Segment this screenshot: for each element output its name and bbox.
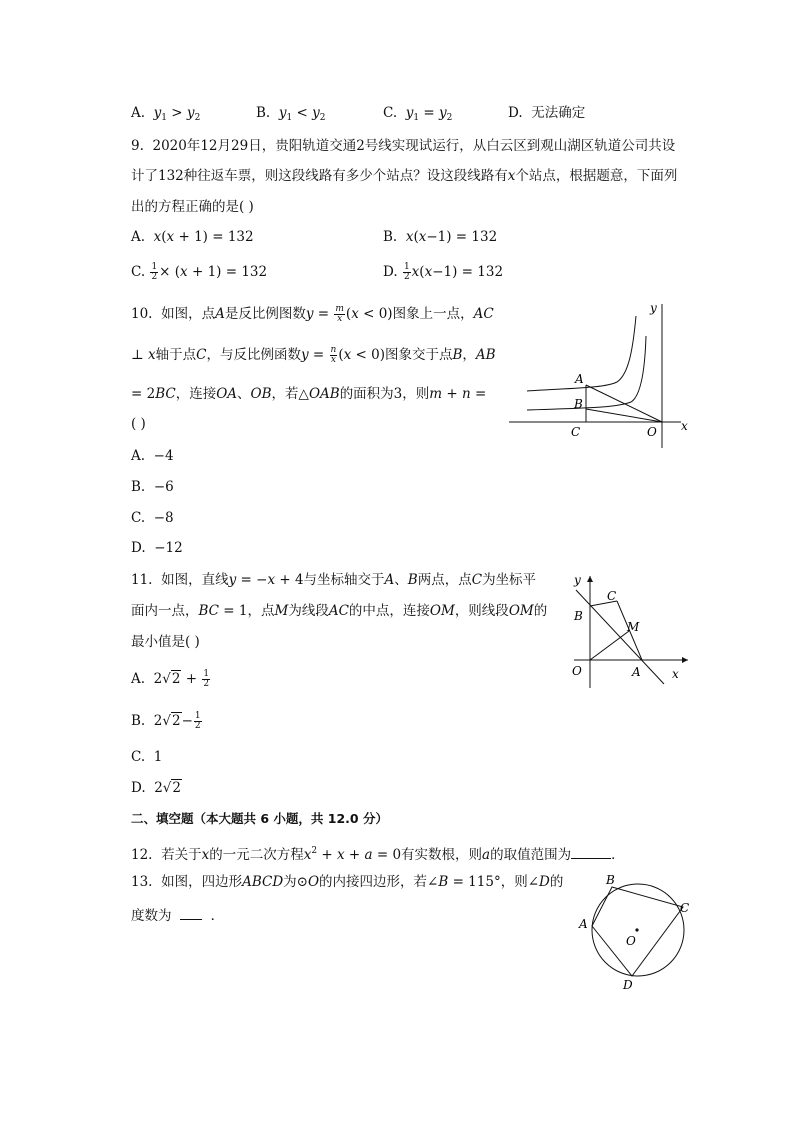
q11-figure xyxy=(560,570,700,688)
q8-option-b: B. $y_1 < y_2$ xyxy=(256,105,326,123)
label-y: y xyxy=(650,301,657,315)
q11-option-c: C. 1 xyxy=(131,749,163,765)
q8-option-a: A. $y_1 > y_2$ xyxy=(131,105,201,123)
q10-option-c: C. −8 xyxy=(131,510,174,526)
center-dot xyxy=(635,928,638,931)
segment-om xyxy=(590,631,629,660)
line-ab xyxy=(576,590,664,684)
q13-line-2: 度数为 ． xyxy=(131,905,224,926)
q11-option-d: D. 2√2 xyxy=(131,780,182,796)
answer-blank[interactable] xyxy=(571,844,611,859)
q9-line-2: 计了132种往返车票，则这段线路有多少个站点？设这段线路有x个站点，根据题意，下面列 xyxy=(131,168,678,184)
q8-option-d: D. 无法确定 xyxy=(508,105,586,121)
label-a: A xyxy=(579,917,588,931)
label-x: x xyxy=(672,667,679,681)
fraction: $\frac{1}{2}$ xyxy=(151,262,158,282)
label-c: C xyxy=(571,425,581,439)
q8-option-c: C. $y_1 = y_2$ xyxy=(383,105,453,123)
q9-option-c: C. $\frac{1}{2}$ × (x + 1) = 132 xyxy=(131,262,268,282)
q9-option-b: B. x(x−1) = 132 xyxy=(383,229,498,245)
fraction: $\frac{1}{2}$ xyxy=(403,262,410,282)
q11-line-3: 最小值是( ) xyxy=(131,634,200,650)
q9-option-d: D. $\frac{1}{2}$ x(x−1) = 132 xyxy=(383,262,504,282)
section-heading: 二、填空题（本大题共 6 小题，共 12.0 分） xyxy=(131,811,388,826)
q9-option-a: A. x(x + 1) = 132 xyxy=(131,229,254,245)
label-b: B xyxy=(574,397,583,411)
q10-line-4: ( ) xyxy=(131,416,146,432)
q10-figure xyxy=(505,298,705,450)
label-a: A xyxy=(632,665,641,679)
q10-line-1: 10. 如图，点A是反比例图数y = $\frac{m}{x}$ (x < 0)图象上一点，AC xyxy=(131,304,494,324)
q11-line-1: 11. 如图，直线y = −x + 4与坐标轴交于A、B两点，点C为坐标平 xyxy=(131,572,537,588)
answer-blank[interactable] xyxy=(180,905,202,920)
q12-line: 12. 若关于x的一元二次方程$x^2 + x + a = 0$有实数根，则a的取值范围为 ． xyxy=(131,846,625,863)
q10-option-b: B. −6 xyxy=(131,479,174,495)
q10-line-3: = 2BC，连接OA、OB，若△OAB的面积为3，则m + n = xyxy=(131,386,487,402)
label-o: O xyxy=(572,664,582,678)
q9-line-3: 出的方程正确的是( ) xyxy=(131,199,254,215)
label-o: O xyxy=(626,934,636,948)
q10-option-d: D. −12 xyxy=(131,540,183,556)
label-b: B xyxy=(574,609,583,623)
label-o: O xyxy=(647,425,657,439)
label-b: B xyxy=(606,873,615,887)
q9-line-1: 9. 2020年12月29日，贵阳轨道交通2号线实现试运行，从白云区到观山湖区轨道公司共设 xyxy=(131,138,676,154)
q11-option-b: B. 2√2− $\frac{1}{2}$ xyxy=(131,711,201,731)
label-y: y xyxy=(574,573,581,587)
label-m: M xyxy=(627,620,640,634)
label-d: D xyxy=(623,978,633,992)
q10-option-a: A. −4 xyxy=(131,448,174,464)
q10-line-2: ⊥ x轴于点C，与反比例函数y = $\frac{n}{x}$ (x < 0)图象交于点B，AB xyxy=(131,345,496,365)
segment-oa xyxy=(586,385,662,422)
label-a: A xyxy=(575,372,584,386)
q13-line-1: 13. 如图，四边形ABCD为⊙O的内接四边形，若∠B = 115°，则∠D的 xyxy=(131,874,564,890)
q11-option-a: A. 2√2 + $\frac{1}{2}$ xyxy=(131,669,210,689)
label-c: C xyxy=(607,589,617,603)
label-x: x xyxy=(681,419,688,433)
label-c: C xyxy=(680,901,690,915)
q13-figure xyxy=(574,872,704,994)
q11-line-2: 面内一点，BC = 1，点M为线段AC的中点，连接OM，则线段OM的 xyxy=(131,603,548,619)
segment-ob xyxy=(586,409,662,422)
